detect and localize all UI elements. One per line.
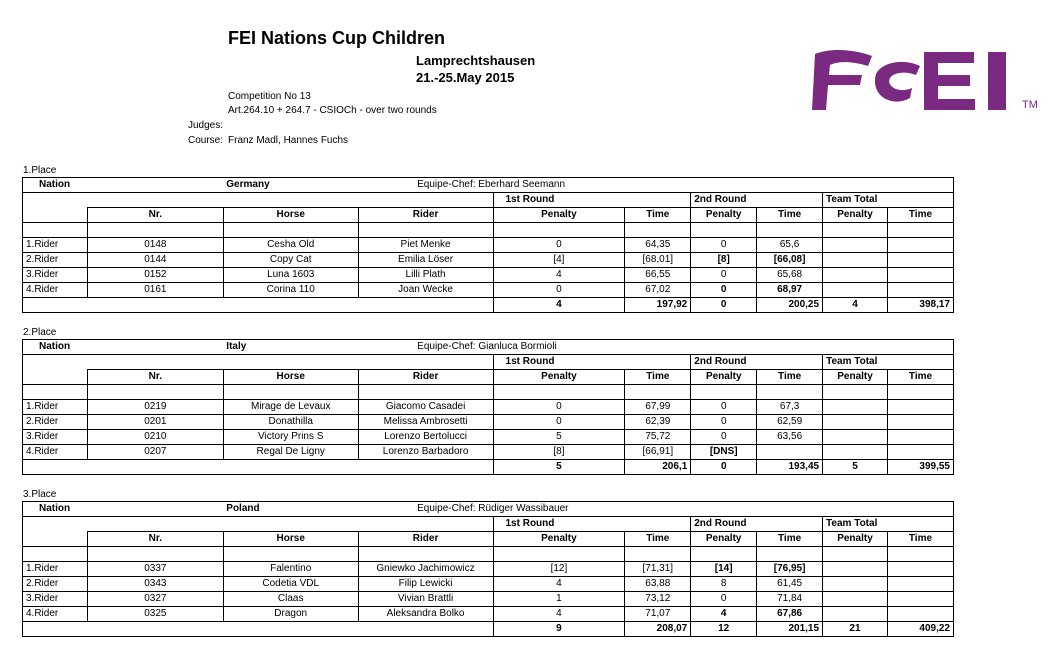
time-header: Time [757, 208, 823, 223]
team-results-table [22, 177, 954, 313]
first-round-header: 1st Round [493, 517, 691, 532]
round1-penalty: 0 [493, 415, 625, 430]
blank-cell [691, 223, 757, 238]
round2-penalty: 0 [691, 592, 757, 607]
blank-cell [823, 445, 888, 460]
competition-articles: Art.264.10 + 264.7 - CSIOCh - over two rounds [228, 105, 437, 116]
time-header: Time [887, 208, 953, 223]
round2-penalty: [DNS] [691, 445, 757, 460]
svg-text:TM: TM [1022, 99, 1038, 111]
blank-cell [87, 385, 223, 400]
nation-row [23, 340, 954, 355]
rider-position: 4.Rider [23, 283, 88, 298]
round2-time: 65,6 [757, 238, 823, 253]
rider-header: Rider [358, 532, 493, 547]
nation-name: Italy [223, 340, 358, 355]
rider-number: 0152 [87, 268, 223, 283]
team-results-table [22, 501, 954, 637]
horse-name: Claas [223, 592, 358, 607]
horse-name: Dragon [223, 607, 358, 622]
horse-name: Corina 110 [223, 283, 358, 298]
blank-cell [23, 385, 88, 400]
round2-time: 71,84 [757, 592, 823, 607]
horse-name: Cesha Old [223, 238, 358, 253]
round2-time: [76,95] [757, 562, 823, 577]
blank-cell [823, 415, 888, 430]
place-label: 1.Place [23, 165, 57, 176]
rider-number: 0161 [87, 283, 223, 298]
blank-cell [823, 283, 888, 298]
place-label: 2.Place [23, 327, 57, 338]
horse-header: Horse [223, 208, 358, 223]
rider-position: 3.Rider [23, 268, 88, 283]
rider-position: 2.Rider [23, 253, 88, 268]
nr-header: Nr. [87, 208, 223, 223]
course-designers: Franz Madl, Hannes Fuchs [228, 135, 349, 146]
blank-cell [887, 223, 953, 238]
team-time-total: 399,55 [887, 460, 953, 475]
rider-name: Aleksandra Bolko [358, 607, 493, 622]
round2-time: 67,86 [757, 607, 823, 622]
horse-name: Regal De Ligny [223, 445, 358, 460]
time-header: Time [887, 532, 953, 547]
time-header: Time [625, 208, 691, 223]
place-label: 3.Place [23, 489, 57, 500]
round1-time: 62,39 [625, 415, 691, 430]
round2-penalty-total: 0 [691, 460, 757, 475]
horse-name: Codetia VDL [223, 577, 358, 592]
blank-cell [223, 385, 358, 400]
blank-cell [358, 547, 493, 562]
second-round-header: 2nd Round [691, 193, 823, 208]
blank-cell [625, 385, 691, 400]
blank-cell [87, 547, 223, 562]
rider-name: Lorenzo Bertolucci [358, 430, 493, 445]
round2-time [757, 445, 823, 460]
event-location: Lamprechtshausen [416, 53, 536, 68]
blank-cell [823, 253, 888, 268]
blank-cell [887, 577, 953, 592]
rider-number: 0337 [87, 562, 223, 577]
round1-time: 64,35 [625, 238, 691, 253]
blank-cell [625, 547, 691, 562]
blank-cell [23, 517, 494, 532]
nation-label: Nation [23, 178, 224, 193]
blank-cell [691, 547, 757, 562]
team-penalty-total: 5 [823, 460, 888, 475]
rider-position: 1.Rider [23, 400, 88, 415]
round1-time: [71,31] [625, 562, 691, 577]
blank-cell [887, 283, 953, 298]
round2-time-total: 200,25 [757, 298, 823, 313]
rider-number: 0343 [87, 577, 223, 592]
horse-name: Falentino [223, 562, 358, 577]
round1-time: 67,99 [625, 400, 691, 415]
round2-time: 61,45 [757, 577, 823, 592]
equipe-chef: Equipe-Chef: Gianluca Bormioli [358, 340, 953, 355]
rider-name: Melissa Ambrosetti [358, 415, 493, 430]
total-row [23, 298, 954, 313]
blank-cell [23, 622, 494, 637]
round1-penalty: 0 [493, 238, 625, 253]
column-header-row [23, 370, 954, 385]
blank-cell [23, 208, 88, 223]
round2-time: [66,08] [757, 253, 823, 268]
rider-name: Giacomo Casadei [358, 400, 493, 415]
round1-time: [66,91] [625, 445, 691, 460]
total-row [23, 460, 954, 475]
blank-cell [887, 607, 953, 622]
rider-number: 0201 [87, 415, 223, 430]
horse-header: Horse [223, 370, 358, 385]
round1-penalty: 1 [493, 592, 625, 607]
round1-time: 67,02 [625, 283, 691, 298]
first-round-header: 1st Round [493, 355, 691, 370]
blank-cell [823, 577, 888, 592]
round1-time: 71,07 [625, 607, 691, 622]
penalty-header: Penalty [823, 370, 888, 385]
second-round-header: 2nd Round [691, 517, 823, 532]
penalty-header: Penalty [823, 532, 888, 547]
round2-time-total: 201,15 [757, 622, 823, 637]
round2-penalty-total: 0 [691, 298, 757, 313]
rider-position: 2.Rider [23, 415, 88, 430]
rider-position: 3.Rider [23, 430, 88, 445]
table-row [23, 238, 954, 253]
round1-penalty: [8] [493, 445, 625, 460]
team-results-table [22, 339, 954, 475]
time-header: Time [625, 370, 691, 385]
blank-cell [823, 607, 888, 622]
round-header-row [23, 517, 954, 532]
rider-header: Rider [358, 208, 493, 223]
round1-time: 73,12 [625, 592, 691, 607]
round1-penalty-total: 4 [493, 298, 625, 313]
judges-label: Judges: [188, 120, 224, 131]
blank-cell [823, 547, 888, 562]
blank-cell [493, 547, 625, 562]
horse-header: Horse [223, 532, 358, 547]
round2-penalty: [14] [691, 562, 757, 577]
blank-cell [887, 238, 953, 253]
round1-penalty: 4 [493, 268, 625, 283]
nation-label: Nation [23, 340, 224, 355]
blank-cell [23, 460, 494, 475]
total-row [23, 622, 954, 637]
table-row [23, 415, 954, 430]
rider-position: 4.Rider [23, 607, 88, 622]
blank-cell [887, 400, 953, 415]
round2-penalty: 4 [691, 607, 757, 622]
round1-penalty-total: 9 [493, 622, 625, 637]
team-penalty-total: 4 [823, 298, 888, 313]
column-header-row [23, 208, 954, 223]
table-row [23, 430, 954, 445]
rider-name: Piet Menke [358, 238, 493, 253]
horse-name: Victory Prins S [223, 430, 358, 445]
rider-name: Vivian Brattli [358, 592, 493, 607]
blank-cell [887, 547, 953, 562]
team-time-total: 398,17 [887, 298, 953, 313]
team-total-header: Team Total [823, 193, 954, 208]
rider-position: 2.Rider [23, 577, 88, 592]
team-total-header: Team Total [823, 355, 954, 370]
time-header: Time [887, 370, 953, 385]
blank-cell [23, 223, 88, 238]
spacer-row [23, 223, 954, 238]
round2-penalty: 8 [691, 577, 757, 592]
blank-cell [23, 547, 88, 562]
round2-penalty: [8] [691, 253, 757, 268]
rider-position: 1.Rider [23, 562, 88, 577]
nation-name: Poland [223, 502, 358, 517]
blank-cell [493, 385, 625, 400]
round2-penalty: 0 [691, 400, 757, 415]
rider-number: 0210 [87, 430, 223, 445]
blank-cell [887, 592, 953, 607]
competition-number: Competition No 13 [228, 91, 311, 102]
penalty-header: Penalty [691, 532, 757, 547]
round1-time: 63,88 [625, 577, 691, 592]
blank-cell [887, 430, 953, 445]
rider-name: Joan Wecke [358, 283, 493, 298]
blank-cell [823, 223, 888, 238]
round2-penalty: 0 [691, 415, 757, 430]
table-row [23, 268, 954, 283]
nation-label: Nation [23, 502, 224, 517]
blank-cell [223, 223, 358, 238]
round1-time: [68,01] [625, 253, 691, 268]
column-header-row [23, 532, 954, 547]
table-row [23, 562, 954, 577]
rider-number: 0327 [87, 592, 223, 607]
blank-cell [493, 223, 625, 238]
blank-cell [358, 223, 493, 238]
blank-cell [625, 223, 691, 238]
time-header: Time [757, 370, 823, 385]
round1-penalty: [4] [493, 253, 625, 268]
penalty-header: Penalty [493, 370, 625, 385]
blank-cell [23, 370, 88, 385]
team-penalty-total: 21 [823, 622, 888, 637]
nr-header: Nr. [87, 532, 223, 547]
blank-cell [823, 592, 888, 607]
time-header: Time [757, 532, 823, 547]
round1-penalty: [12] [493, 562, 625, 577]
rider-name: Lorenzo Barbadoro [358, 445, 493, 460]
rider-number: 0148 [87, 238, 223, 253]
rider-number: 0144 [87, 253, 223, 268]
table-row [23, 577, 954, 592]
blank-cell [223, 547, 358, 562]
blank-cell [887, 445, 953, 460]
table-row [23, 253, 954, 268]
blank-cell [691, 385, 757, 400]
round2-penalty: 0 [691, 268, 757, 283]
round1-penalty: 4 [493, 607, 625, 622]
round-header-row [23, 193, 954, 208]
round2-time: 68,97 [757, 283, 823, 298]
second-round-header: 2nd Round [691, 355, 823, 370]
rider-number: 0219 [87, 400, 223, 415]
blank-cell [757, 385, 823, 400]
penalty-header: Penalty [493, 208, 625, 223]
penalty-header: Penalty [691, 370, 757, 385]
blank-cell [823, 238, 888, 253]
blank-cell [358, 385, 493, 400]
rider-position: 3.Rider [23, 592, 88, 607]
round1-time-total: 197,92 [625, 298, 691, 313]
table-row [23, 283, 954, 298]
blank-cell [887, 253, 953, 268]
round2-penalty: 0 [691, 283, 757, 298]
first-round-header: 1st Round [493, 193, 691, 208]
round2-penalty: 0 [691, 430, 757, 445]
round1-penalty: 4 [493, 577, 625, 592]
table-row [23, 607, 954, 622]
round-header-row [23, 355, 954, 370]
horse-name: Luna 1603 [223, 268, 358, 283]
round1-time: 75,72 [625, 430, 691, 445]
event-dates: 21.-25.May 2015 [416, 70, 515, 85]
nation-name: Germany [223, 178, 358, 193]
course-label: Course: [188, 135, 224, 146]
blank-cell [757, 547, 823, 562]
nr-header: Nr. [87, 370, 223, 385]
blank-cell [23, 355, 494, 370]
round2-penalty: 0 [691, 238, 757, 253]
round1-penalty: 5 [493, 430, 625, 445]
blank-cell [823, 562, 888, 577]
horse-name: Mirage de Levaux [223, 400, 358, 415]
blank-cell [87, 223, 223, 238]
fei-logo [812, 44, 1057, 114]
rider-position: 4.Rider [23, 445, 88, 460]
rider-name: Gniewko Jachimowicz [358, 562, 493, 577]
blank-cell [757, 223, 823, 238]
blank-cell [887, 385, 953, 400]
spacer-row [23, 385, 954, 400]
blank-cell [823, 400, 888, 415]
rider-name: Filip Lewicki [358, 577, 493, 592]
round1-penalty: 0 [493, 283, 625, 298]
equipe-chef: Equipe-Chef: Rüdiger Wassibauer [358, 502, 953, 517]
blank-cell [823, 430, 888, 445]
round2-time: 63,56 [757, 430, 823, 445]
round1-penalty-total: 5 [493, 460, 625, 475]
blank-cell [887, 562, 953, 577]
blank-cell [887, 415, 953, 430]
blank-cell [23, 193, 494, 208]
blank-cell [23, 532, 88, 547]
rider-position: 1.Rider [23, 238, 88, 253]
blank-cell [23, 298, 494, 313]
table-row [23, 400, 954, 415]
spacer-row [23, 547, 954, 562]
round2-penalty-total: 12 [691, 622, 757, 637]
penalty-header: Penalty [823, 208, 888, 223]
round1-time-total: 206,1 [625, 460, 691, 475]
nation-row [23, 502, 954, 517]
penalty-header: Penalty [691, 208, 757, 223]
team-time-total: 409,22 [887, 622, 953, 637]
rider-number: 0207 [87, 445, 223, 460]
blank-cell [887, 268, 953, 283]
page-title: FEI Nations Cup Children [228, 28, 446, 48]
round1-time: 66,55 [625, 268, 691, 283]
blank-cell [823, 385, 888, 400]
team-total-header: Team Total [823, 517, 954, 532]
table-row [23, 445, 954, 460]
rider-header: Rider [358, 370, 493, 385]
rider-number: 0325 [87, 607, 223, 622]
table-row [23, 592, 954, 607]
round2-time: 67,3 [757, 400, 823, 415]
horse-name: Copy Cat [223, 253, 358, 268]
time-header: Time [625, 532, 691, 547]
penalty-header: Penalty [493, 532, 625, 547]
horse-name: Donathilla [223, 415, 358, 430]
round1-penalty: 0 [493, 400, 625, 415]
round2-time: 62,59 [757, 415, 823, 430]
round1-time-total: 208,07 [625, 622, 691, 637]
round2-time: 65,68 [757, 268, 823, 283]
rider-name: Emilia Löser [358, 253, 493, 268]
round2-time-total: 193,45 [757, 460, 823, 475]
blank-cell [823, 268, 888, 283]
rider-name: Lilli Plath [358, 268, 493, 283]
equipe-chef: Equipe-Chef: Eberhard Seemann [358, 178, 953, 193]
nation-row [23, 178, 954, 193]
